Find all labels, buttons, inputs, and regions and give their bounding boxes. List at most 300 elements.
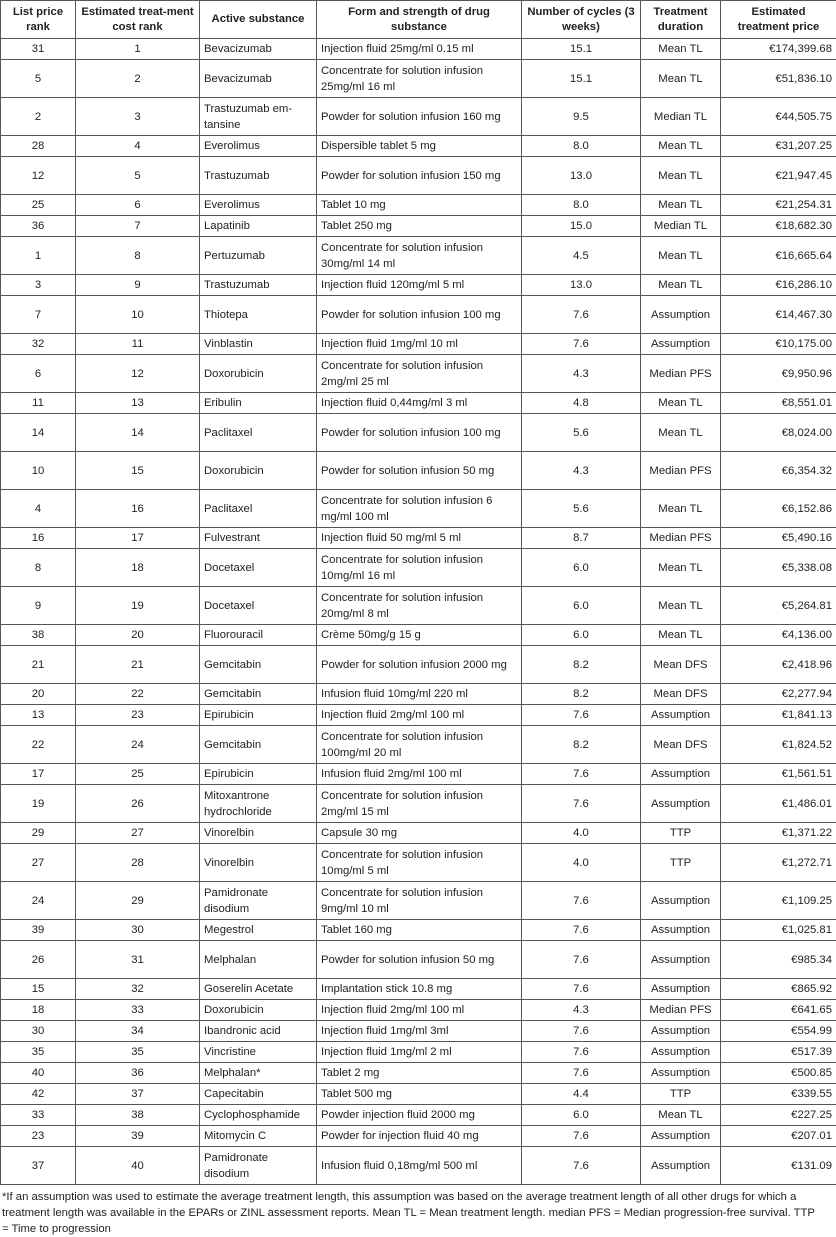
cell-number-of-cycles: 7.6 — [522, 1042, 641, 1063]
cell-estimated-cost-rank: 10 — [76, 296, 200, 334]
cell-list-price-rank: 7 — [1, 296, 76, 334]
table-row — [1, 625, 836, 646]
cell-number-of-cycles: 4.5 — [522, 237, 641, 275]
cell-form-strength: Tablet 500 mg — [317, 1084, 522, 1105]
cell-treatment-duration: Mean TL — [641, 237, 721, 275]
table-row — [1, 334, 836, 355]
cell-number-of-cycles: 4.0 — [522, 823, 641, 844]
table-row — [1, 490, 836, 528]
cell-number-of-cycles: 7.6 — [522, 979, 641, 1000]
cell-active-substance: Cyclophosphamide — [200, 1105, 317, 1126]
cell-treatment-duration: Mean TL — [641, 39, 721, 60]
cell-estimated-cost-rank: 12 — [76, 355, 200, 393]
cell-list-price-rank: 16 — [1, 528, 76, 549]
cell-estimated-cost-rank: 1 — [76, 39, 200, 60]
cell-number-of-cycles: 7.6 — [522, 705, 641, 726]
table-row — [1, 1000, 836, 1021]
cell-number-of-cycles: 9.5 — [522, 98, 641, 136]
table-row — [1, 296, 836, 334]
cell-form-strength: Powder for solution infusion 160 mg — [317, 98, 522, 136]
cell-number-of-cycles: 7.6 — [522, 1147, 641, 1185]
cell-estimated-price: €6,152.86 — [721, 490, 836, 528]
cell-active-substance: Trastuzumab em-tansine — [200, 98, 317, 136]
cell-estimated-cost-rank: 13 — [76, 393, 200, 414]
table-row — [1, 646, 836, 684]
cell-number-of-cycles: 8.0 — [522, 195, 641, 216]
cell-estimated-cost-rank: 23 — [76, 705, 200, 726]
cell-treatment-duration: Assumption — [641, 1021, 721, 1042]
cell-form-strength: Concentrate for solution infusion 2mg/ml 15 ml — [317, 785, 522, 823]
table-row — [1, 195, 836, 216]
table-row — [1, 726, 836, 764]
cell-treatment-duration: Assumption — [641, 1126, 721, 1147]
cell-active-substance: Lapatinib — [200, 216, 317, 237]
cell-number-of-cycles: 4.0 — [522, 844, 641, 882]
cell-estimated-cost-rank: 26 — [76, 785, 200, 823]
table-row — [1, 882, 836, 920]
cell-estimated-price: €865.92 — [721, 979, 836, 1000]
cell-estimated-cost-rank: 36 — [76, 1063, 200, 1084]
cell-treatment-duration: TTP — [641, 844, 721, 882]
cell-form-strength: Capsule 30 mg — [317, 823, 522, 844]
cell-active-substance: Eribulin — [200, 393, 317, 414]
cell-treatment-duration: TTP — [641, 823, 721, 844]
cell-estimated-price: €16,665.64 — [721, 237, 836, 275]
cell-number-of-cycles: 6.0 — [522, 1105, 641, 1126]
cell-estimated-price: €517.39 — [721, 1042, 836, 1063]
cell-form-strength: Infusion fluid 10mg/ml 220 ml — [317, 684, 522, 705]
table-row — [1, 528, 836, 549]
cell-active-substance: Fluorouracil — [200, 625, 317, 646]
cell-treatment-duration: Assumption — [641, 296, 721, 334]
cell-active-substance: Vinblastin — [200, 334, 317, 355]
cell-form-strength: Injection fluid 25mg/ml 0.15 ml — [317, 39, 522, 60]
cell-number-of-cycles: 7.6 — [522, 1063, 641, 1084]
cell-active-substance: Everolimus — [200, 195, 317, 216]
table-row — [1, 1147, 836, 1185]
cell-estimated-cost-rank: 24 — [76, 726, 200, 764]
cell-form-strength: Tablet 2 mg — [317, 1063, 522, 1084]
cell-estimated-cost-rank: 9 — [76, 275, 200, 296]
cell-treatment-duration: Mean TL — [641, 136, 721, 157]
cell-estimated-cost-rank: 33 — [76, 1000, 200, 1021]
cell-estimated-price: €16,286.10 — [721, 275, 836, 296]
cell-list-price-rank: 35 — [1, 1042, 76, 1063]
cell-form-strength: Injection fluid 1mg/ml 10 ml — [317, 334, 522, 355]
cell-form-strength: Injection fluid 2mg/ml 100 ml — [317, 1000, 522, 1021]
cell-estimated-price: €1,025.81 — [721, 920, 836, 941]
cell-active-substance: Paclitaxel — [200, 414, 317, 452]
table-row — [1, 1021, 836, 1042]
cell-treatment-duration: Median TL — [641, 98, 721, 136]
cell-list-price-rank: 5 — [1, 60, 76, 98]
cell-active-substance: Trastuzumab — [200, 275, 317, 296]
cell-treatment-duration: Assumption — [641, 764, 721, 785]
cell-active-substance: Megestrol — [200, 920, 317, 941]
cell-estimated-cost-rank: 16 — [76, 490, 200, 528]
cell-list-price-rank: 4 — [1, 490, 76, 528]
table-row — [1, 237, 836, 275]
cell-form-strength: Powder injection fluid 2000 mg — [317, 1105, 522, 1126]
cell-estimated-cost-rank: 19 — [76, 587, 200, 625]
cell-number-of-cycles: 7.6 — [522, 764, 641, 785]
cell-number-of-cycles: 4.3 — [522, 452, 641, 490]
cell-form-strength: Powder for solution infusion 100 mg — [317, 296, 522, 334]
cell-estimated-price: €500.85 — [721, 1063, 836, 1084]
cell-form-strength: Concentrate for solution infusion 20mg/ml 8 ml — [317, 587, 522, 625]
cell-form-strength: Injection fluid 0,44mg/ml 3 ml — [317, 393, 522, 414]
cell-form-strength: Implantation stick 10.8 mg — [317, 979, 522, 1000]
cell-list-price-rank: 25 — [1, 195, 76, 216]
cell-estimated-price: €14,467.30 — [721, 296, 836, 334]
cell-treatment-duration: Assumption — [641, 334, 721, 355]
table-row — [1, 979, 836, 1000]
cell-estimated-price: €18,682.30 — [721, 216, 836, 237]
table-header — [1, 1, 836, 39]
cell-active-substance: Pamidronate disodium — [200, 1147, 317, 1185]
cell-active-substance: Epirubicin — [200, 764, 317, 785]
cell-number-of-cycles: 7.6 — [522, 941, 641, 979]
cell-active-substance: Capecitabin — [200, 1084, 317, 1105]
table-row — [1, 785, 836, 823]
cell-list-price-rank: 31 — [1, 39, 76, 60]
cell-form-strength: Powder for injection fluid 40 mg — [317, 1126, 522, 1147]
cell-treatment-duration: Mean TL — [641, 625, 721, 646]
cell-active-substance: Thiotepa — [200, 296, 317, 334]
cell-estimated-cost-rank: 27 — [76, 823, 200, 844]
cell-form-strength: Concentrate for solution infusion 9mg/ml 10 ml — [317, 882, 522, 920]
cell-active-substance: Melphalan — [200, 941, 317, 979]
cell-estimated-cost-rank: 38 — [76, 1105, 200, 1126]
cell-estimated-price: €1,371.22 — [721, 823, 836, 844]
cell-estimated-cost-rank: 2 — [76, 60, 200, 98]
cell-estimated-price: €207.01 — [721, 1126, 836, 1147]
cell-estimated-cost-rank: 4 — [76, 136, 200, 157]
cell-estimated-price: €641.65 — [721, 1000, 836, 1021]
cell-estimated-price: €21,254.31 — [721, 195, 836, 216]
cell-list-price-rank: 21 — [1, 646, 76, 684]
cell-number-of-cycles: 13.0 — [522, 157, 641, 195]
cell-estimated-cost-rank: 11 — [76, 334, 200, 355]
cell-treatment-duration: Assumption — [641, 941, 721, 979]
cell-estimated-cost-rank: 3 — [76, 98, 200, 136]
cell-estimated-cost-rank: 14 — [76, 414, 200, 452]
header-number-of-cycles: Number of cycles (3 weeks) — [522, 1, 641, 39]
header-estimated-price: Estimated treatment price — [721, 1, 836, 39]
cell-estimated-cost-rank: 5 — [76, 157, 200, 195]
cell-list-price-rank: 6 — [1, 355, 76, 393]
cell-active-substance: Paclitaxel — [200, 490, 317, 528]
cell-estimated-price: €44,505.75 — [721, 98, 836, 136]
cell-estimated-price: €2,418.96 — [721, 646, 836, 684]
cell-active-substance: Pamidronate disodium — [200, 882, 317, 920]
cell-treatment-duration: Median PFS — [641, 452, 721, 490]
cell-list-price-rank: 1 — [1, 237, 76, 275]
cell-form-strength: Injection fluid 120mg/ml 5 ml — [317, 275, 522, 296]
cell-active-substance: Melphalan* — [200, 1063, 317, 1084]
cell-form-strength: Dispersible tablet 5 mg — [317, 136, 522, 157]
cell-active-substance: Trastuzumab — [200, 157, 317, 195]
cell-estimated-cost-rank: 6 — [76, 195, 200, 216]
table-row — [1, 393, 836, 414]
table-row — [1, 136, 836, 157]
table-row — [1, 705, 836, 726]
cell-form-strength: Concentrate for solution infusion 10mg/ml 16 ml — [317, 549, 522, 587]
cell-number-of-cycles: 7.6 — [522, 785, 641, 823]
cell-list-price-rank: 18 — [1, 1000, 76, 1021]
cell-list-price-rank: 39 — [1, 920, 76, 941]
cell-active-substance: Goserelin Acetate — [200, 979, 317, 1000]
table-row — [1, 355, 836, 393]
cell-form-strength: Concentrate for solution infusion 25mg/ml 16 ml — [317, 60, 522, 98]
cell-number-of-cycles: 4.8 — [522, 393, 641, 414]
table-row — [1, 941, 836, 979]
cell-active-substance: Docetaxel — [200, 587, 317, 625]
cell-number-of-cycles: 6.0 — [522, 625, 641, 646]
cell-list-price-rank: 36 — [1, 216, 76, 237]
cell-treatment-duration: Assumption — [641, 1063, 721, 1084]
cell-estimated-price: €1,561.51 — [721, 764, 836, 785]
cell-estimated-cost-rank: 22 — [76, 684, 200, 705]
cell-form-strength: Concentrate for solution infusion 2mg/ml 25 ml — [317, 355, 522, 393]
cell-number-of-cycles: 7.6 — [522, 1126, 641, 1147]
cell-treatment-duration: Mean TL — [641, 275, 721, 296]
cell-treatment-duration: Mean TL — [641, 414, 721, 452]
cell-estimated-cost-rank: 37 — [76, 1084, 200, 1105]
cell-number-of-cycles: 6.0 — [522, 587, 641, 625]
cell-active-substance: Doxorubicin — [200, 355, 317, 393]
cell-estimated-price: €1,841.13 — [721, 705, 836, 726]
table-footnote: *If an assumption was used to estimate the average treatment length, this assumption was based on the average treatment length of all other drugs for which a treatment length was available in the EPARs or ZINL assessment reports. Mean TL = Mean treatment length. median PFS = Median progression-free survival. TTP = Time to progression — [0, 1185, 824, 1237]
cell-active-substance: Vinorelbin — [200, 823, 317, 844]
cell-number-of-cycles: 4.4 — [522, 1084, 641, 1105]
cell-treatment-duration: Median TL — [641, 216, 721, 237]
cell-active-substance: Mitoxantrone hydrochloride — [200, 785, 317, 823]
table-row — [1, 920, 836, 941]
cell-estimated-price: €985.34 — [721, 941, 836, 979]
cell-treatment-duration: Median PFS — [641, 355, 721, 393]
cell-estimated-price: €1,272.71 — [721, 844, 836, 882]
cell-active-substance: Epirubicin — [200, 705, 317, 726]
cell-estimated-cost-rank: 25 — [76, 764, 200, 785]
cell-list-price-rank: 28 — [1, 136, 76, 157]
cell-list-price-rank: 30 — [1, 1021, 76, 1042]
cell-estimated-price: €554.99 — [721, 1021, 836, 1042]
cell-number-of-cycles: 7.6 — [522, 334, 641, 355]
cell-treatment-duration: Mean TL — [641, 587, 721, 625]
table-row — [1, 60, 836, 98]
cell-treatment-duration: Assumption — [641, 1147, 721, 1185]
cell-estimated-price: €51,836.10 — [721, 60, 836, 98]
cell-list-price-rank: 29 — [1, 823, 76, 844]
table-row — [1, 216, 836, 237]
cell-active-substance: Mitomycin C — [200, 1126, 317, 1147]
table-row — [1, 39, 836, 60]
cell-estimated-cost-rank: 20 — [76, 625, 200, 646]
table-row — [1, 823, 836, 844]
cell-form-strength: Concentrate for solution infusion 10mg/ml 5 ml — [317, 844, 522, 882]
cell-active-substance: Gemcitabin — [200, 646, 317, 684]
cell-list-price-rank: 24 — [1, 882, 76, 920]
table-row — [1, 1105, 836, 1126]
cell-list-price-rank: 20 — [1, 684, 76, 705]
table-row — [1, 587, 836, 625]
cell-number-of-cycles: 15.1 — [522, 60, 641, 98]
cell-estimated-cost-rank: 15 — [76, 452, 200, 490]
cell-number-of-cycles: 8.2 — [522, 684, 641, 705]
cell-estimated-cost-rank: 28 — [76, 844, 200, 882]
cell-estimated-cost-rank: 31 — [76, 941, 200, 979]
cell-number-of-cycles: 7.6 — [522, 882, 641, 920]
cell-active-substance: Vincristine — [200, 1042, 317, 1063]
cell-estimated-cost-rank: 39 — [76, 1126, 200, 1147]
cell-treatment-duration: Median PFS — [641, 1000, 721, 1021]
cell-active-substance: Vinorelbin — [200, 844, 317, 882]
cell-form-strength: Injection fluid 1mg/ml 2 ml — [317, 1042, 522, 1063]
table-row — [1, 414, 836, 452]
cell-estimated-price: €1,486.01 — [721, 785, 836, 823]
table-row — [1, 1126, 836, 1147]
cell-number-of-cycles: 6.0 — [522, 549, 641, 587]
table-row — [1, 1042, 836, 1063]
cell-list-price-rank: 23 — [1, 1126, 76, 1147]
cell-list-price-rank: 26 — [1, 941, 76, 979]
cell-treatment-duration: Mean DFS — [641, 726, 721, 764]
cell-estimated-cost-rank: 30 — [76, 920, 200, 941]
cell-estimated-cost-rank: 21 — [76, 646, 200, 684]
cell-treatment-duration: TTP — [641, 1084, 721, 1105]
cell-estimated-price: €4,136.00 — [721, 625, 836, 646]
cell-active-substance: Gemcitabin — [200, 726, 317, 764]
cell-treatment-duration: Median PFS — [641, 528, 721, 549]
cell-form-strength: Infusion fluid 2mg/ml 100 ml — [317, 764, 522, 785]
cell-number-of-cycles: 8.2 — [522, 646, 641, 684]
cell-list-price-rank: 38 — [1, 625, 76, 646]
cell-estimated-price: €131.09 — [721, 1147, 836, 1185]
cell-treatment-duration: Mean TL — [641, 195, 721, 216]
table-row — [1, 275, 836, 296]
cell-form-strength: Powder for solution infusion 2000 mg — [317, 646, 522, 684]
cell-list-price-rank: 13 — [1, 705, 76, 726]
header-list-price-rank: List price rank — [1, 1, 76, 39]
cell-list-price-rank: 40 — [1, 1063, 76, 1084]
cell-estimated-price: €1,109.25 — [721, 882, 836, 920]
cell-estimated-price: €21,947.45 — [721, 157, 836, 195]
cell-treatment-duration: Mean DFS — [641, 684, 721, 705]
table-row — [1, 764, 836, 785]
cell-treatment-duration: Mean DFS — [641, 646, 721, 684]
cell-form-strength: Tablet 160 mg — [317, 920, 522, 941]
cell-estimated-cost-rank: 17 — [76, 528, 200, 549]
cell-list-price-rank: 11 — [1, 393, 76, 414]
cell-estimated-cost-rank: 7 — [76, 216, 200, 237]
cell-number-of-cycles: 4.3 — [522, 1000, 641, 1021]
cell-treatment-duration: Mean TL — [641, 1105, 721, 1126]
cell-active-substance: Pertuzumab — [200, 237, 317, 275]
cell-estimated-price: €6,354.32 — [721, 452, 836, 490]
cell-number-of-cycles: 8.7 — [522, 528, 641, 549]
cell-treatment-duration: Mean TL — [641, 490, 721, 528]
cell-treatment-duration: Assumption — [641, 882, 721, 920]
header-form-strength: Form and strength of drug substance — [317, 1, 522, 39]
table-row — [1, 1063, 836, 1084]
cell-form-strength: Injection fluid 50 mg/ml 5 ml — [317, 528, 522, 549]
cell-form-strength: Tablet 250 mg — [317, 216, 522, 237]
cell-number-of-cycles: 13.0 — [522, 275, 641, 296]
cell-number-of-cycles: 4.3 — [522, 355, 641, 393]
cell-form-strength: Crème 50mg/g 15 g — [317, 625, 522, 646]
cell-form-strength: Powder for solution infusion 100 mg — [317, 414, 522, 452]
cell-number-of-cycles: 15.1 — [522, 39, 641, 60]
cell-form-strength: Concentrate for solution infusion 100mg/ml 20 ml — [317, 726, 522, 764]
cell-active-substance: Docetaxel — [200, 549, 317, 587]
table-row — [1, 157, 836, 195]
cell-estimated-price: €174,399.68 — [721, 39, 836, 60]
cell-list-price-rank: 8 — [1, 549, 76, 587]
cell-estimated-price: €1,824.52 — [721, 726, 836, 764]
cell-list-price-rank: 3 — [1, 275, 76, 296]
cell-list-price-rank: 22 — [1, 726, 76, 764]
table-row — [1, 549, 836, 587]
cell-list-price-rank: 19 — [1, 785, 76, 823]
cell-active-substance: Fulvestrant — [200, 528, 317, 549]
cell-active-substance: Bevacizumab — [200, 39, 317, 60]
cell-list-price-rank: 12 — [1, 157, 76, 195]
table-row — [1, 98, 836, 136]
cell-active-substance: Doxorubicin — [200, 1000, 317, 1021]
cell-treatment-duration: Mean TL — [641, 60, 721, 98]
cell-estimated-price: €31,207.25 — [721, 136, 836, 157]
cell-number-of-cycles: 7.6 — [522, 920, 641, 941]
table-row — [1, 1084, 836, 1105]
cell-number-of-cycles: 15.0 — [522, 216, 641, 237]
cell-form-strength: Injection fluid 2mg/ml 100 ml — [317, 705, 522, 726]
cell-treatment-duration: Assumption — [641, 1042, 721, 1063]
cell-estimated-price: €8,024.00 — [721, 414, 836, 452]
cell-treatment-duration: Mean TL — [641, 549, 721, 587]
cell-list-price-rank: 2 — [1, 98, 76, 136]
cell-treatment-duration: Assumption — [641, 705, 721, 726]
cell-list-price-rank: 15 — [1, 979, 76, 1000]
cell-form-strength: Concentrate for solution infusion 30mg/ml 14 ml — [317, 237, 522, 275]
cell-form-strength: Powder for solution infusion 50 mg — [317, 452, 522, 490]
cell-form-strength: Injection fluid 1mg/ml 3ml — [317, 1021, 522, 1042]
cell-treatment-duration: Assumption — [641, 979, 721, 1000]
cell-estimated-price: €5,264.81 — [721, 587, 836, 625]
cell-form-strength: Concentrate for solution infusion 6 mg/ml 100 ml — [317, 490, 522, 528]
cell-form-strength: Infusion fluid 0,18mg/ml 500 ml — [317, 1147, 522, 1185]
cell-estimated-cost-rank: 18 — [76, 549, 200, 587]
cell-estimated-price: €339.55 — [721, 1084, 836, 1105]
cell-estimated-price: €2,277.94 — [721, 684, 836, 705]
cell-list-price-rank: 10 — [1, 452, 76, 490]
cell-estimated-price: €227.25 — [721, 1105, 836, 1126]
cell-number-of-cycles: 5.6 — [522, 414, 641, 452]
cell-list-price-rank: 42 — [1, 1084, 76, 1105]
header-active-substance: Active substance — [200, 1, 317, 39]
cell-form-strength: Powder for solution infusion 50 mg — [317, 941, 522, 979]
cell-active-substance: Ibandronic acid — [200, 1021, 317, 1042]
cell-estimated-price: €5,490.16 — [721, 528, 836, 549]
header-estimated-cost-rank: Estimated treat-ment cost rank — [76, 1, 200, 39]
cell-active-substance: Bevacizumab — [200, 60, 317, 98]
cell-active-substance: Gemcitabin — [200, 684, 317, 705]
cell-form-strength: Tablet 10 mg — [317, 195, 522, 216]
cell-treatment-duration: Assumption — [641, 920, 721, 941]
cell-number-of-cycles: 7.6 — [522, 1021, 641, 1042]
table-row — [1, 684, 836, 705]
cell-treatment-duration: Assumption — [641, 785, 721, 823]
